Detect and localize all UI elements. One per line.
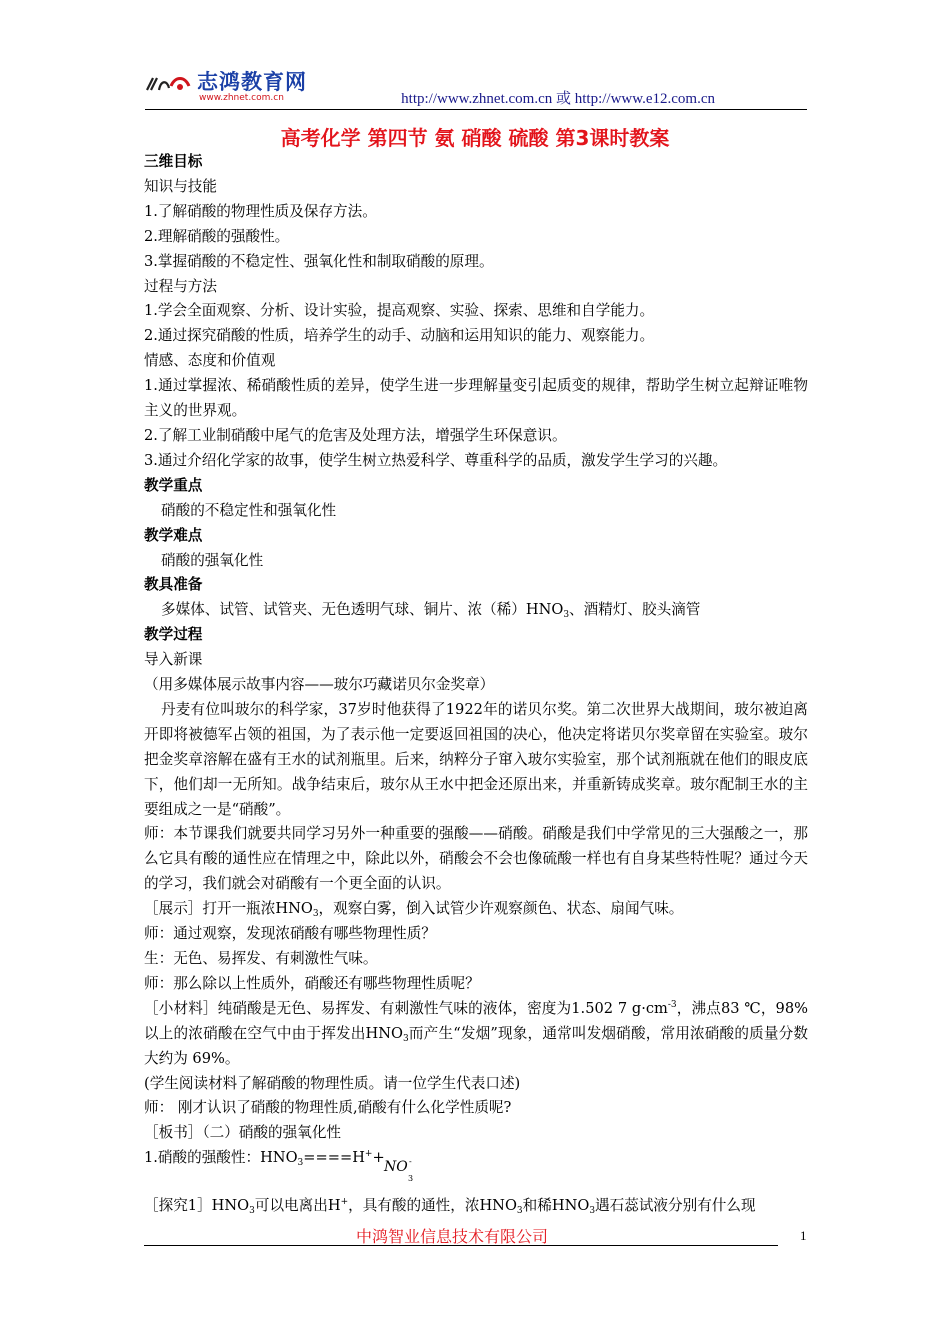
logo-url: www.zhnet.com.cn: [199, 93, 284, 103]
explore-text-part: 遇石蕊试液分别有什么现: [595, 1197, 756, 1215]
process-item: 1.学会全面观察、分析、设计实验，提高观察、实验、探索、思维和自学能力。: [144, 302, 655, 320]
knowledge-heading: 知识与技能: [144, 177, 217, 195]
footer-company: 中鸿智业信息技术有限公司: [355, 1227, 548, 1246]
header-divider: [145, 109, 807, 110]
explore-text-part: 可以电离出H: [254, 1197, 341, 1215]
superscript: +: [364, 1149, 373, 1160]
emotion-heading: 情感、态度和价值观: [144, 352, 276, 370]
formula-part: ====H: [303, 1149, 365, 1167]
difficulty-text: 硝酸的强氧化性: [161, 551, 264, 569]
teacher-remark: 师： 刚才认识了硝酸的物理性质,硝酸有什么化学性质呢?: [144, 1099, 512, 1117]
tools-text-part: 多媒体、试管、试管夹、无色透明气球、铜片、浓（稀）HNO: [161, 601, 564, 619]
logo-icon: [145, 72, 193, 94]
superscript: -: [409, 1157, 412, 1167]
subscript: 3: [563, 610, 570, 621]
explore-text-part: ，具有酸的通性，浓HNO: [348, 1197, 517, 1215]
demo-text-part: ，观察白雾，倒入试管少许观察颜色、状态、扇闻气味。: [318, 900, 684, 918]
knowledge-item: 3.掌握硝酸的不稳定性、强氧化性和制取硝酸的原理。: [144, 252, 494, 270]
nitrate-ion: [384, 1155, 414, 1184]
material-text-part: ，沸点83 ℃，98%以上的浓硝酸在空气中由于挥发出HNO: [144, 999, 808, 1042]
subscript: 3: [403, 1033, 409, 1044]
nitrate-symbol: NO: [384, 1159, 408, 1176]
tools-text: [144, 598, 808, 623]
subscript: 3: [312, 909, 319, 920]
media-note: （用多媒体展示故事内容——玻尔巧藏诺贝尔金奖章）: [144, 676, 495, 694]
demo-text-part: ［展示］打开一瓶浓HNO: [144, 900, 313, 918]
subscript: 3: [249, 1206, 255, 1217]
knowledge-item: 2.理解硝酸的强酸性。: [144, 227, 290, 245]
goals-heading: 三维目标: [144, 153, 203, 170]
emotion-item: 1.通过掌握浓、稀硝酸性质的差异，使学生进一步理解量变引起质变的规律，帮助学生树立起辩证唯物主义的世界观。: [144, 377, 808, 420]
material-text-part: ［小材料］纯硝酸是无色、易挥发、有刺激性气味的液体，密度为1.502 7 g·cm: [144, 999, 668, 1017]
intro-label: 导入新课: [144, 651, 203, 669]
formula-part: +: [372, 1149, 385, 1167]
emotion-item: 2.了解工业制硝酸中尾气的危害及处理方法，增强学生环保意识。: [144, 426, 567, 444]
teaching-process-heading: 教学过程: [144, 626, 203, 644]
student-remark: 生：无色、易挥发、有刺激性气味。: [144, 950, 378, 967]
key-text: 硝酸的不稳定性和强氧化性: [161, 501, 337, 519]
demo-step: [144, 897, 808, 922]
superscript: -3: [667, 999, 677, 1010]
process-heading: 过程与方法: [144, 277, 217, 295]
document-body: [144, 150, 808, 1219]
explore-step: [144, 1194, 808, 1219]
acid-formula: [144, 1146, 808, 1194]
formula-part: 1.硝酸的强酸性：HNO: [144, 1149, 298, 1167]
teacher-remark: 师：那么除以上性质外，硝酸还有哪些物理性质呢？: [144, 974, 480, 992]
material-paragraph: [144, 997, 808, 1072]
difficulty-heading: 教学难点: [144, 526, 203, 544]
tools-heading: 教具准备: [144, 576, 203, 594]
teacher-remark: 师：本节课我们就要共同学习另外一种重要的强酸——硝酸。硝酸是我们中学常见的三大强酸之一，那么它具有酸的通性应在情理之中，除此以外，硝酸会不会也像硫酸一样也有自身某些特性呢？通过今天的学习，我们就会对硝酸有一个更全面的认识。: [144, 825, 808, 893]
process-item: 2.通过探究硝酸的性质，培养学生的动手、动脑和运用知识的能力、观察能力。: [144, 327, 655, 345]
subscript: 3: [516, 1206, 523, 1217]
teacher-remark: 师：通过观察，发现浓硝酸有哪些物理性质？: [144, 925, 436, 943]
emotion-item: 3.通过介绍化学家的故事，使学生树立热爱科学、尊重科学的品质，激发学生学习的兴趣。: [144, 451, 728, 469]
subscript: 3: [297, 1158, 304, 1169]
knowledge-item: 1.了解硝酸的物理性质及保存方法。: [144, 202, 377, 220]
page-number: 1: [800, 1228, 807, 1243]
superscript: +: [340, 1197, 349, 1208]
board-note: ［板书］（二）硝酸的强氧化性: [144, 1124, 342, 1142]
key-heading: 教学重点: [144, 476, 203, 494]
logo-name: 志鸿教育网: [197, 70, 307, 94]
tools-text-part: 、酒精灯、胶头滴管: [569, 601, 701, 619]
subscript: 3: [408, 1174, 414, 1184]
subscript: 3: [589, 1206, 596, 1217]
page-title: 高考化学 第四节 氨 硝酸 硫酸 第3课时教案: [280, 126, 670, 150]
page-header: [145, 64, 807, 112]
explore-text-part: 和稀HNO: [522, 1197, 590, 1215]
reading-note: (学生阅读材料了解硝酸的物理性质。请一位学生代表口述): [144, 1074, 521, 1092]
explore-text-part: ［探究1］HNO: [144, 1197, 250, 1215]
material-text-part: 而产生“发烟”现象，通常叫发烟硝酸，常用浓硝酸的质量分数大约为 69%。: [144, 1024, 808, 1067]
header-links[interactable]: http://www.zhnet.com.cn 或 http://www.e12.com.cn: [401, 91, 715, 107]
footer-divider: [144, 1245, 778, 1246]
story-paragraph: 丹麦有位叫玻尔的科学家，37岁时他获得了1922年的诺贝尔奖。第二次世界大战期间，玻尔被迫离开即将被德军占领的祖国，为了表示他一定要返回祖国的决心，他决定将诺贝尔奖章留在实验室。玻尔把金奖章溶解在盛有王水的试剂瓶里。后来，纳粹分子窜入玻尔实验室，那个试剂瓶就在他们的眼皮底下，他们却一无所知。战争结束后，玻尔从王水中把金还原出来，并重新铸成奖章。玻尔配制王水的主要组成之一是“硝酸”。: [144, 700, 808, 818]
